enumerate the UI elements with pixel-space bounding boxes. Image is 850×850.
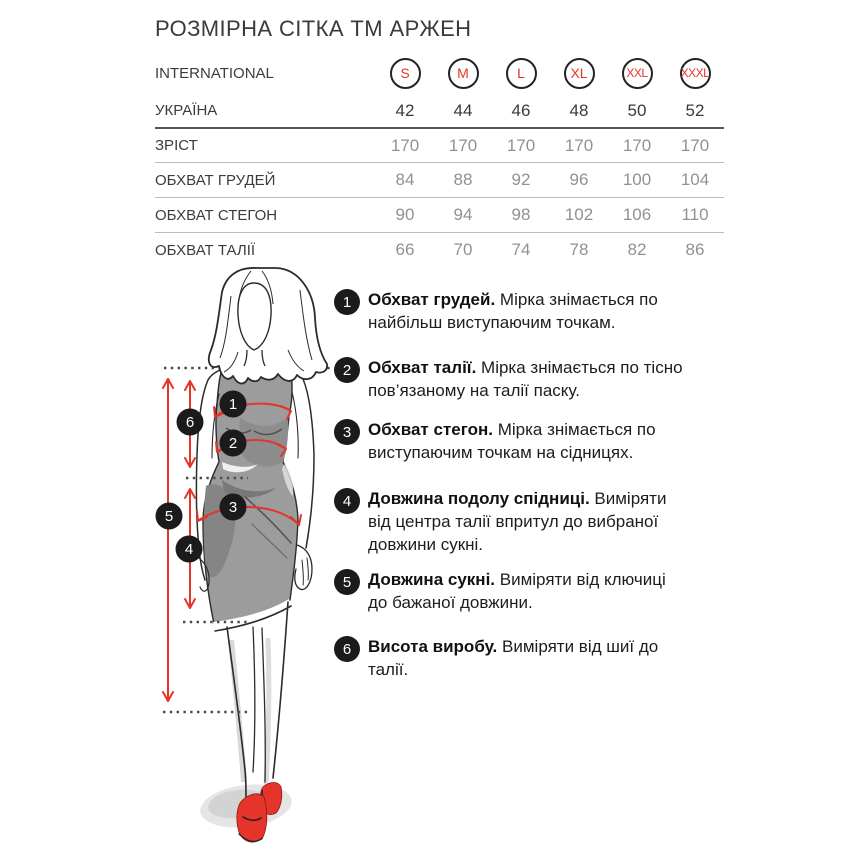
legend-item-waist bbox=[334, 356, 684, 402]
svg-text:3: 3 bbox=[228, 499, 238, 516]
table-row-waist: ОБХВАТ ТАЛІЇ 66 70 74 78 82 86 bbox=[155, 232, 724, 267]
svg-text:1: 1 bbox=[228, 396, 238, 413]
row-label: INTERNATIONAL bbox=[155, 64, 274, 82]
legend-marker-5: 5 bbox=[334, 569, 360, 595]
size-badge-xxl: XXL bbox=[622, 58, 653, 89]
table-row-ukraine: УКРАЇНА 42 44 46 48 50 52 bbox=[155, 100, 705, 120]
legend-marker-1: 1 bbox=[334, 289, 360, 315]
legend-text: Висота виробу. Виміряти від шиї до талії. bbox=[368, 637, 659, 679]
size-badge-l: L bbox=[506, 58, 537, 89]
legend-marker-3: 3 bbox=[334, 419, 360, 445]
table-row-hips: ОБХВАТ СТЕГОН 90 94 98 102 106 110 bbox=[155, 197, 724, 232]
legend-item-bodice-height bbox=[334, 635, 684, 681]
legend-item-dress-length bbox=[334, 568, 684, 614]
marker-circle-5 bbox=[156, 503, 183, 530]
marker-circle-2 bbox=[220, 430, 247, 457]
row-label: ОБХВАТ СТЕГОН bbox=[155, 206, 278, 224]
marker-circle-6 bbox=[177, 409, 204, 436]
size-table bbox=[155, 52, 724, 267]
table-row-height: ЗРІСТ 170 170 170 170 170 170 bbox=[155, 127, 724, 162]
legend-text: Довжина сукні. Виміряти від ключиці до бажаної довжини. bbox=[368, 570, 666, 612]
legend-text: Обхват грудей. Мірка знімається по найбільш виступаючим точкам. bbox=[368, 290, 658, 332]
legend-text: Довжина подолу спідниці. Виміряти від центра талії впритул до вибраної довжини сукні. bbox=[368, 489, 667, 554]
legend-text: Обхват стегон. Мірка знімається по виступаючим точкам на сідницях. bbox=[368, 420, 656, 462]
table-row-chest: ОБХВАТ ГРУДЕЙ 84 88 92 96 100 104 bbox=[155, 162, 724, 197]
row-label: ОБХВАТ ТАЛІЇ bbox=[155, 241, 256, 259]
legend-item-skirt-length bbox=[334, 487, 684, 556]
legend-marker-6: 6 bbox=[334, 636, 360, 662]
legend-text: Обхват талії. Мірка знімається по тісно пов’язаному на талії паску. bbox=[368, 358, 683, 400]
head bbox=[209, 268, 327, 384]
model-illustration bbox=[140, 265, 345, 850]
size-badge-xxxl: XXXL bbox=[680, 58, 711, 89]
row-label: ОБХВАТ ГРУДЕЙ bbox=[155, 171, 276, 189]
size-badge-m: M bbox=[448, 58, 479, 89]
legs bbox=[227, 602, 288, 798]
measure-arrow-dress-length bbox=[163, 379, 173, 701]
marker-circle-3 bbox=[220, 494, 247, 521]
row-label: ЗРІСТ bbox=[155, 137, 198, 154]
svg-text:5: 5 bbox=[164, 508, 174, 525]
legend-marker-2: 2 bbox=[334, 357, 360, 383]
table-row-international bbox=[155, 52, 724, 94]
legend-item-hips bbox=[334, 418, 684, 464]
svg-text:2: 2 bbox=[228, 435, 238, 452]
svg-text:4: 4 bbox=[184, 541, 194, 558]
row-label: УКРАЇНА bbox=[155, 102, 218, 119]
size-badge-xl: XL bbox=[564, 58, 595, 89]
legend-marker-4: 4 bbox=[334, 488, 360, 514]
model-figure-svg bbox=[140, 265, 345, 850]
size-badge-s: S bbox=[390, 58, 421, 89]
svg-text:6: 6 bbox=[185, 414, 195, 431]
marker-circle-1 bbox=[220, 391, 247, 418]
legend-item-chest bbox=[334, 288, 684, 334]
marker-circle-4 bbox=[176, 536, 203, 563]
page-title: РОЗМІРНА СІТКА ТМ АРЖЕН bbox=[155, 16, 472, 41]
